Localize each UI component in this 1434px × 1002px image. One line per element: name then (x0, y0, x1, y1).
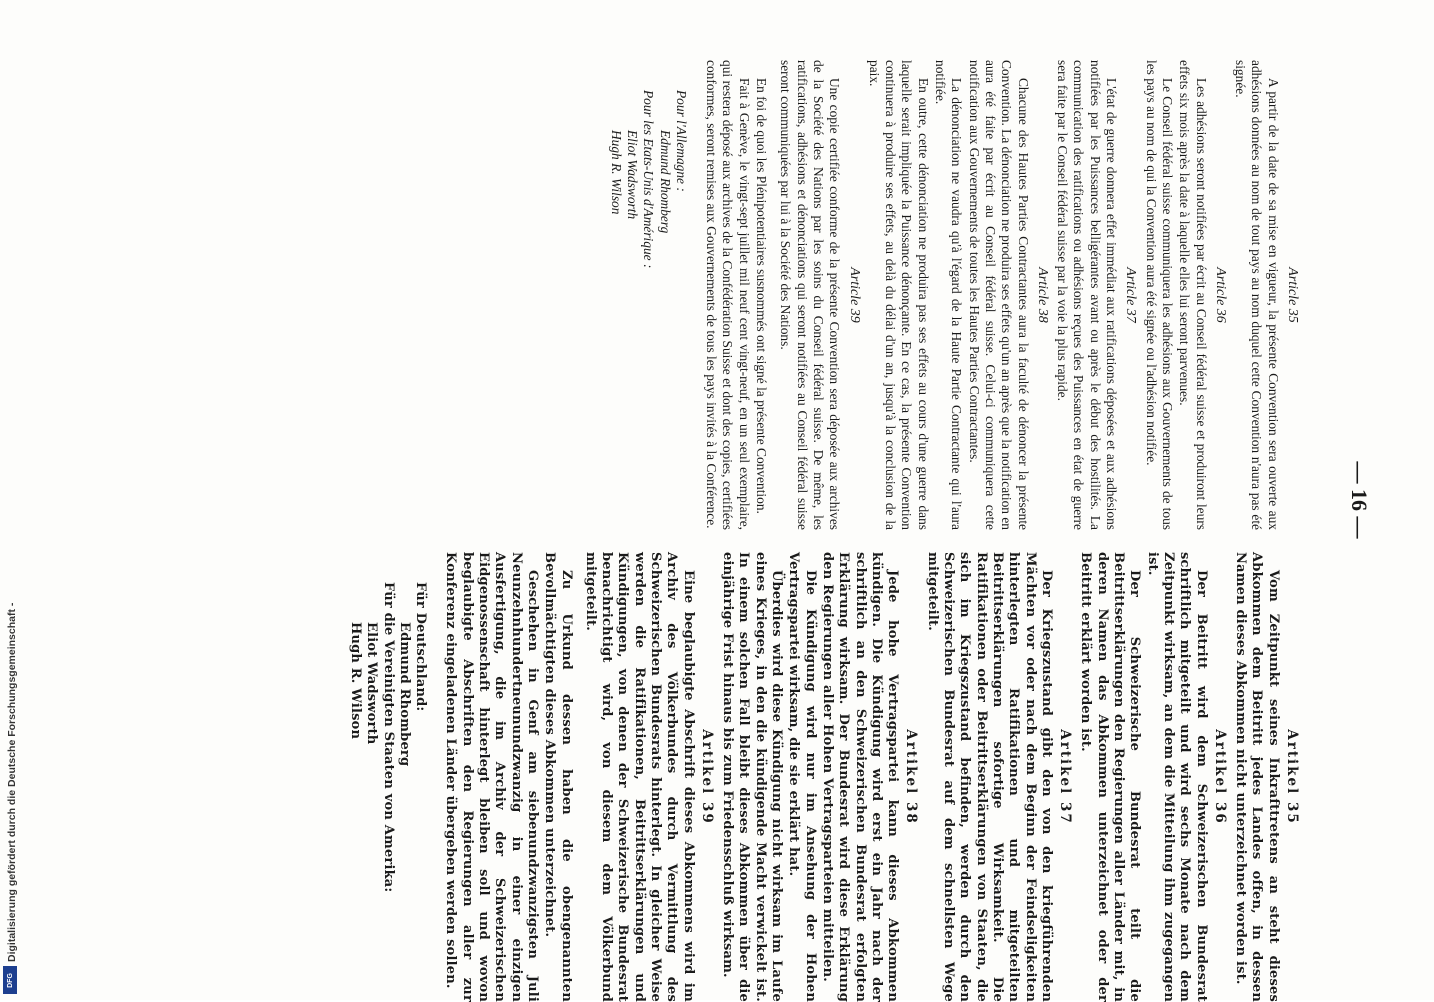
article-heading: Artikel 39 (698, 729, 715, 825)
logo-text: DFG (6, 972, 14, 988)
paragraph: Überdies wird diese Kündigung nicht wirksam im Laufe eines Krieges, in den die kündigende Macht verwickelt ist. In einem solchen Fall bleibt dieses Abkommen über die einjährige Frist hinaus bis zum Friedensschluß wirksam. (720, 552, 785, 1002)
paragraph: Fait à Genève, le vingt-sept juillet mil neuf cent vingt-neuf, en un seul exemplaire, qui restera déposé aux archives de la Confédération Suisse et dont des copies, certifiées conformes, seront remises aux Gouvernements de tous les pays invités à la Conférence. (704, 60, 752, 530)
paragraph: Chacune des Hautes Parties Contractantes aura la faculté de dénoncer la présente Convention. La dénonciation ne produira ses effets qu'un an après que la notification en aura été faite par écrit au Conseil fédéral suisse. Celui-ci communiquera cette notification aux Gouvernements de toutes les Hautes Parties Contractantes. (966, 60, 1031, 530)
paragraph: Jede hohe Vertragspartei kann dieses Abkommen kündigen. Die Kündigung wird erst ein Jahr nach der schriftlich an den Schweizerischen Bundesrat erfolgten Erklärung wirksam. Der Bundesrat wird diese Erklärung den Regierungen aller Hohen Vertragsparteien mitteilen. (819, 552, 901, 1002)
article-heading: Artikel 36 (1211, 729, 1228, 825)
dfg-logo-icon (3, 966, 17, 994)
signature-block (347, 552, 428, 1002)
paragraph: Eine beglaubigte Abschrift dieses Abkommens wird im Archiv des Völkerbundes durch Vermittlung des Schweizerischen Bundesrats hinterlegt. In gleicher Weise werden die Ratifikationen, Beitrittserklärungen und Kündigungen, von denen der Schweizerische Bundesrat benachrichtigt wird, von diesem dem Völkerbund mitgeteilt. (582, 552, 696, 1002)
paragraph: Die Kündigung wird nur im Ansehung der Hohen Vertragspartei wirksam, die sie erklärt hat. (786, 552, 818, 1002)
paragraph: Vom Zeitpunkt seines Inkrafttretens an steht dieses Abkommen dem Beitritt jedes Landes offen, in dessen Namen dieses Abkommen nicht unterzeichnet worden ist. (1233, 552, 1281, 1002)
paragraph: Le Conseil fédéral suisse communiquera les adhésions aux Gouvernements de tous les pays au nom de qui la Convention aura été signée ou l'adhésion notifiée. (1143, 60, 1175, 530)
paragraph: Zu Urkund dessen haben die obengenannten Bevollmächtigten dieses Abkommen unterzeichnet. (542, 552, 574, 1002)
article-heading: Article 39 (846, 267, 862, 323)
page-number: — 16 — (1347, 461, 1372, 539)
paragraph: A partir de la date de sa mise en vigueur, la présente Convention sera ouverte aux adhésions données au nom de tout pays au nom duquel cette Convention n'aura pas été signée. (1233, 60, 1281, 530)
signature-label: Pour les Etats-Unis d'Amérique : (641, 90, 657, 269)
signature-label: Für die Vereinigten Staaten von Amerika: (380, 582, 396, 893)
paragraph: Der Kriegszustand gibt den von den kriegführenden Mächten vor oder nach dem Beginn der Feindseligkeiten hinterlegten Ratifikationen und mitgeteilten Beitrittserklärungen sofortige Wirksamkeit. Die Ratifikationen oder Beitrittserklärungen von Staaten, die sich im Kriegszustand befinden, werden durch den Schweizerischen Bundesrat auf dem schnellsten Wege mitgeteilt. (924, 552, 1054, 1002)
credit-text: Digitalisierung gefördert durch die Deutsche Forschungsgemeinschaft - (6, 602, 18, 962)
article-heading: Article 38 (1034, 267, 1050, 323)
signatory-name: Edmund Rhomberg (396, 622, 412, 767)
signatory-name: Eliot Wadsworth (625, 130, 641, 220)
signature-block (607, 60, 688, 530)
article-heading: Artikel 38 (903, 729, 920, 825)
article-heading: Article 35 (1285, 267, 1300, 323)
paragraph: Der Schweizerische Bundesrat teilt die Beitrittserklärungen den Regierungen aller Länder mit, in deren Namen das Abkommen unterzeichnet oder der Beitritt erklärt worden ist. (1078, 552, 1143, 1002)
french-column (607, 60, 1304, 530)
paragraph: Une copie certifiée conforme de la présente Convention sera déposée aux archives de la Société des Nations par les soins du Conseil fédéral suisse. De même, les ratifications, adhésions et dénonciations qui seront notifiées au Conseil fédéral suisse seront communiquées par lui à la Société des Nations. (778, 60, 843, 530)
paragraph: Der Beitritt wird dem Schweizerischen Bundesrat schriftlich mitgeteilt und wird sechs Monate nach dem Zeitpunkt wirksam, an dem die Mitteilung ihm zugegangen ist. (1144, 552, 1209, 1002)
signatory-name: Eliot Wadsworth (364, 622, 380, 745)
paragraph: Geschehen in Genf am siebenundzwanzigsten Juli Neunzehnhundertneunundzwanzig in einer einzigen Ausfertigung, die im Archiv der Schweizerischen Eidgenossenschaft hinterlegt bleiben soll und wovon beglaubigte Abschriften den Regierungen aller zur Konferenz eingeladenen Länder übergeben werden sollen. (443, 552, 540, 1002)
signatory-name: Hugh R. Wilson (608, 130, 624, 215)
paragraph: L'état de guerre donnera effet immédiat aux ratifications déposées et aux adhésions notifiées par les Puissances belligérantes avant ou après le début des hostilités. La communication des ratifications ou adhésions reçues des Puissances en état de guerre sera faite par le Conseil fédéral suisse par la voie la plus rapide. (1055, 60, 1120, 530)
paragraph: La dénonciation ne vaudra qu'à l'égard de la Haute Partie Contractante qui l'aura notifiée. (933, 60, 965, 530)
article-heading: Artikel 37 (1057, 729, 1074, 825)
digitization-credit (2, 0, 22, 1000)
signatory-name: Hugh R. Wilson (347, 622, 363, 740)
paragraph: Les adhésions seront notifiées par écrit au Conseil fédéral suisse et produiront leurs effets six mois après la date à laquelle elles lui seront parvenues. (1177, 60, 1209, 530)
german-column (347, 552, 1304, 1002)
paragraph: En outre, cette dénonciation ne produira pas ses effets au cours d'une guerre dans laquelle serait impliquée la Puissance dénonçante. En ce cas, la présente Convention continuera à produire ses effets, au delà du délai d'un an, jusqu'à la conclusion de la paix. (866, 60, 931, 530)
signatory-name: Edmund Rhomberg (657, 130, 673, 234)
article-heading: Artikel 35 (1284, 729, 1300, 825)
article-heading: Article 36 (1212, 267, 1228, 323)
paragraph: En foi de quoi les Plénipotentiaires susnommés ont signé la présente Convention. (754, 78, 770, 514)
signature-label: Pour l'Allemagne : (673, 90, 689, 192)
signature-label: Für Deutschland: (413, 582, 429, 712)
article-heading: Article 37 (1123, 267, 1139, 323)
